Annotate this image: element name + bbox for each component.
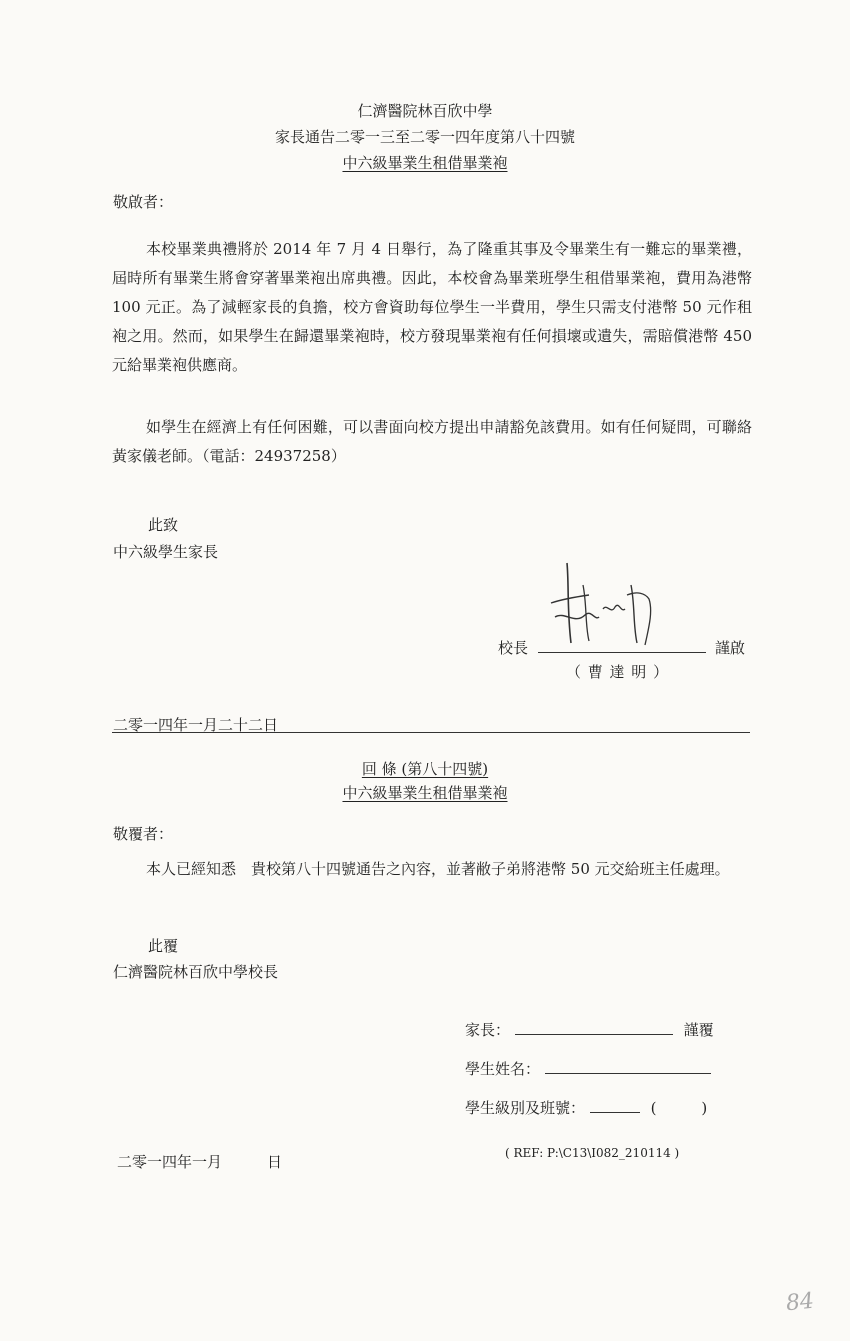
class-number-bracket: ( ) [650, 1099, 708, 1117]
reply-closing: 此覆 [148, 937, 179, 955]
reply-subject: 中六級畢業生租借畢業袍 [342, 784, 508, 802]
reply-body: 本人已經知悉 貴校第八十四號通告之內容，並著敝子弟將港幣 50 元交給班主任處理。 [146, 860, 730, 878]
parent-suffix: 謹覆 [683, 1021, 714, 1039]
recipient: 中六級學生家長 [113, 543, 219, 561]
reference-code: ( REF: P:\C13\I082_210114 ) [505, 1146, 680, 1160]
reply-date: 二零一四年一月 日 [117, 1153, 283, 1171]
class-field [465, 1097, 707, 1118]
reply-salutation: 敬覆者： [113, 825, 174, 843]
salutation: 敬啟者： [113, 193, 174, 211]
principal-label: 校長 [498, 639, 529, 657]
parent-field [465, 1019, 714, 1040]
class-input[interactable] [590, 1097, 640, 1113]
parent-signature-input[interactable] [515, 1019, 673, 1035]
reply-title: 回 條 (第八十四號) [361, 760, 489, 778]
principal-name: （ 曹 達 明 ） [566, 663, 670, 681]
respectfully-label: 謹啟 [715, 639, 746, 657]
student-name-field [465, 1058, 711, 1079]
notice-subject: 中六級畢業生租借畢業袍 [342, 154, 508, 172]
reply-recipient: 仁濟醫院林百欣中學校長 [113, 963, 279, 981]
paragraph-main: 本校畢業典禮將於 2014 年 7 月 4 日舉行，為了隆重其事及令畢業生有一難忘的畢業禮，屆時所有畢業生將會穿著畢業袍出席典禮。因此，本校會為畢業班學生租借畢業袍，費用為港幣 100 元正。為了減輕家長的負擔，校方會資助每位學生一半費用，學生只需支付港幣 50 元作租袍之用。然而，如果學生在歸還畢業袍時，校方發現畢業袍有任何損壞或遺失，需賠償港幣 450 元給畢業袍供應商。 [112, 240, 752, 374]
class-label: 學生級別及班號： [465, 1099, 586, 1117]
notice-date: 二零一四年一月二十二日 [113, 716, 279, 734]
parent-label: 家長： [465, 1021, 511, 1039]
student-name-label: 學生姓名： [465, 1060, 541, 1078]
divider-line [112, 732, 750, 733]
paragraph-contact: 如學生在經濟上有任何困難，可以書面向校方提出申請豁免該費用。如有任何疑問，可聯絡黃家儀老師。（電話：24937258） [112, 418, 752, 465]
principal-signature [545, 555, 665, 655]
school-name: 仁濟醫院林百欣中學 [357, 102, 493, 120]
student-name-input[interactable] [545, 1058, 711, 1074]
notice-number: 家長通告二零一三至二零一四年度第八十四號 [274, 128, 575, 146]
page-mark: 84 [784, 1288, 816, 1317]
closing-word: 此致 [148, 516, 179, 534]
